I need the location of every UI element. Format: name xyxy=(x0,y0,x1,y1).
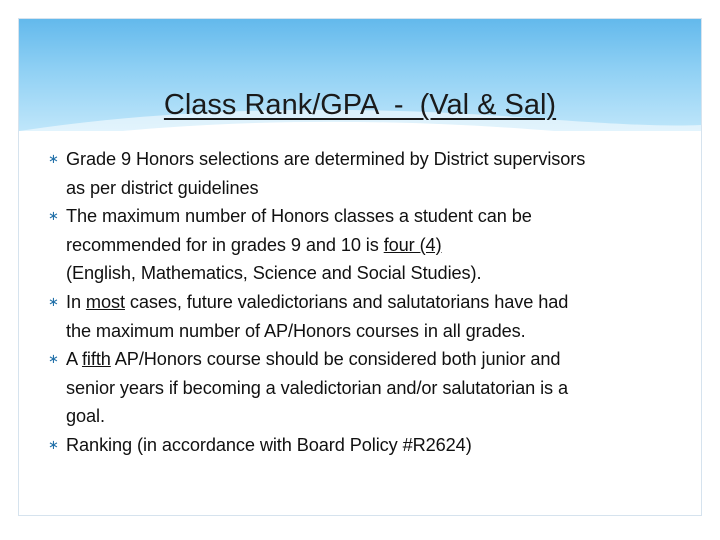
bullet-text-line xyxy=(66,145,702,174)
text-segment: Grade 9 Honors selections are determined by District supervisors xyxy=(66,149,586,169)
bullet-list xyxy=(19,145,702,460)
bullet-text-line xyxy=(66,231,702,260)
text-segment: In xyxy=(66,291,86,312)
bullet-item xyxy=(19,431,702,460)
text-segment: Ranking (in accordance with Board Policy #R2624) xyxy=(66,434,472,455)
asterisk-bullet-icon: ∗ xyxy=(48,293,59,309)
text-segment: The maximum number of Honors classes a student can be xyxy=(66,206,532,227)
underlined-text: most xyxy=(85,291,125,312)
text-segment: senior years if becoming a valedictorian and/or salutatorian is a xyxy=(66,377,569,398)
underlined-text: fifth xyxy=(81,349,111,370)
bullet-item xyxy=(19,345,702,431)
bullet-text-line xyxy=(66,174,702,203)
bullet-text-line xyxy=(66,431,702,460)
text-segment: as per district guidelines xyxy=(66,177,259,198)
bullet-text-line xyxy=(66,345,702,374)
bullet-item xyxy=(19,202,702,288)
slide xyxy=(18,18,702,516)
bullet-text-line xyxy=(66,374,702,403)
asterisk-bullet-icon: ∗ xyxy=(48,351,59,367)
bullet-text-line xyxy=(66,202,702,231)
text-segment: goal. xyxy=(66,406,105,427)
asterisk-bullet-icon: ∗ xyxy=(48,208,59,224)
bullet-text-line xyxy=(66,259,702,288)
asterisk-bullet-icon: ∗ xyxy=(48,151,59,166)
text-segment: cases, future valedictorians and salutatorians have had xyxy=(124,291,569,312)
bullet-text-line xyxy=(66,288,702,317)
underlined-text: four (4) xyxy=(383,234,442,255)
bullet-item xyxy=(19,145,702,202)
slide-title: Class Rank/GPA - (Val & Sal) xyxy=(163,89,557,121)
bullet-text-line xyxy=(66,402,702,431)
text-segment: recommended for in grades 9 and 10 is xyxy=(66,234,384,255)
bullet-text-line xyxy=(66,317,702,346)
text-segment: A xyxy=(66,349,82,370)
bullet-item xyxy=(19,288,702,345)
text-segment: (English, Mathematics, Science and Social Studies). xyxy=(66,263,482,284)
text-segment: AP/Honors course should be considered both junior and xyxy=(110,349,561,370)
asterisk-bullet-icon: ∗ xyxy=(48,436,59,452)
text-segment: the maximum number of AP/Honors courses in all grades. xyxy=(66,320,526,341)
